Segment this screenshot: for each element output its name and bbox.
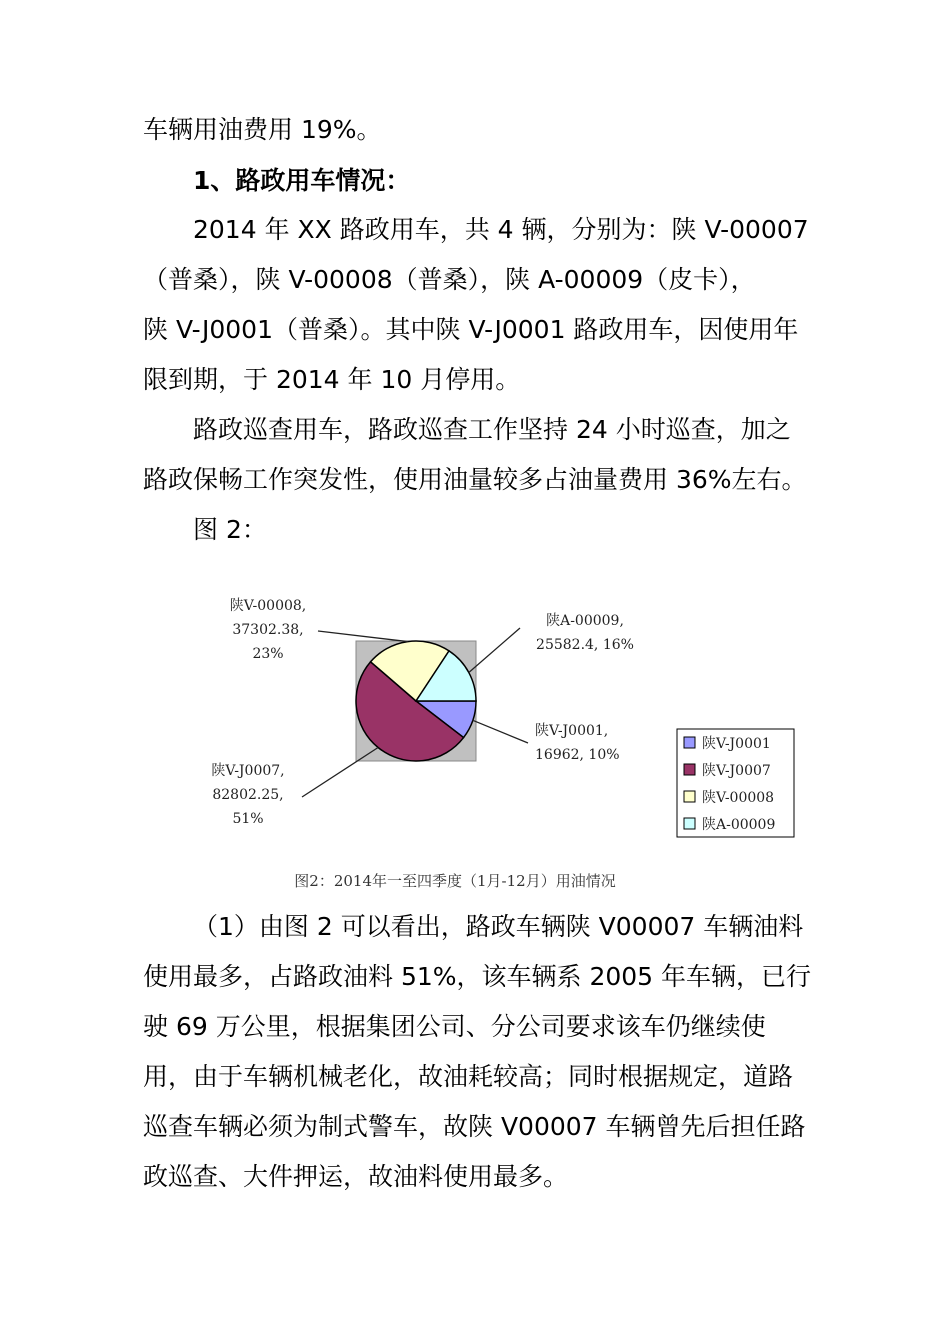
section-heading: 1、路政用车情况： [193, 166, 411, 195]
text-line: 路政巡查用车，路政巡查工作坚持 24 小时巡查，加之 [193, 415, 791, 444]
legend-swatch [684, 764, 695, 775]
legend-label: 陕A-00009 [702, 817, 776, 833]
leader-line [473, 720, 528, 743]
text-line: 使用最多，占路政油料 51%，该车辆系 2005 年车辆，已行 [143, 962, 812, 991]
data-label: 陕V-00008, 37302.38, 23% [229, 598, 307, 662]
text-line: 用，由于车辆机械老化，故油耗较高；同时根据规定，道路 [143, 1062, 794, 1091]
text-line: 路政保畅工作突发性，使用油量较多占油量费用 36%左右。 [143, 465, 807, 494]
text-line: 巡查车辆必须为制式警车，故陕 V00007 车辆曾先后担任路 [143, 1112, 806, 1141]
text-line: 限到期，于 2014 年 10 月停用。 [143, 365, 521, 394]
data-label: 陕V-J0001, 16962, 10% [535, 723, 620, 763]
figure-reference: 图 2： [193, 515, 267, 544]
leader-line [318, 631, 408, 642]
text-line: 车辆用油费用 19%。 [143, 115, 382, 144]
pie-chart [190, 585, 810, 845]
legend-swatch [684, 818, 695, 829]
text-line: （普桑），陕 V-00008（普桑），陕 A-00009（皮卡）， [143, 265, 756, 294]
figure-caption: 图2：2014年一至四季度（1月-12月）用油情况 [294, 872, 616, 890]
leader-line [302, 748, 378, 797]
text-line: 政巡查、大件押运，故油料使用最多。 [143, 1162, 569, 1191]
text-line: （1）由图 2 可以看出，路政车辆陕 V00007 车辆油料 [193, 912, 804, 941]
text-line: 驶 69 万公里，根据集团公司、分公司要求该车仍继续使 [143, 1012, 766, 1041]
text-line: 陕 V-J0001（普桑）。其中陕 V-J0001 路政用车，因使用年 [143, 315, 799, 344]
legend-swatch [684, 791, 695, 802]
legend-swatch [684, 737, 695, 748]
legend-label: 陕V-J0001 [702, 736, 771, 752]
legend-label: 陕V-00008 [702, 790, 775, 806]
data-label: 陕V-J0007, 82802.25, 51% [211, 763, 285, 827]
legend-label: 陕V-J0007 [702, 763, 771, 779]
text-line: 2014 年 XX 路政用车，共 4 辆，分别为：陕 V-00007 [193, 215, 809, 244]
data-label: 陕A-00009, 25582.4, 16% [536, 613, 634, 653]
